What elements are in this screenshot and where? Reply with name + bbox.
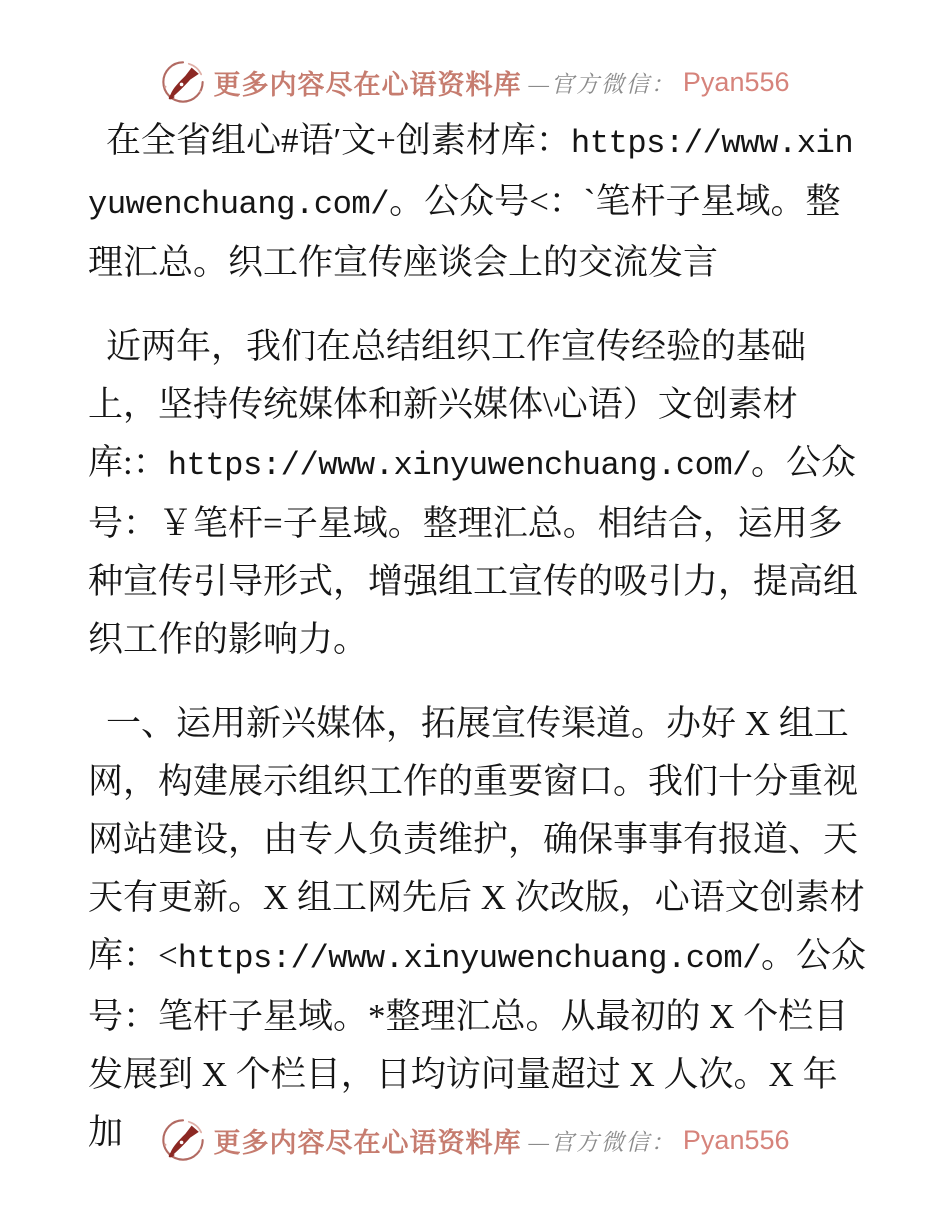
brand-site-text: 更多内容尽在心语资料库 — [213, 69, 522, 100]
paragraph — [88, 112, 867, 292]
pen-logo-icon — [160, 58, 206, 106]
wechat-label: —官方微信： — [528, 1129, 676, 1155]
paragraph — [88, 318, 867, 669]
text-run: 。公众号：笔杆子星域。*整理汇总。从最初的 X 个栏目发展到 X 个栏目，日均访问量超过 X 人次。X 年加 — [88, 936, 867, 1152]
wechat-id: Pyan556 — [682, 1124, 790, 1155]
text-run: 一、运用新兴媒体，拓展宣传渠道。办好 X 组工网，构建展示组织工作的重要窗口。我们十分重视网站建设，由专人负责维护，确保事事有报道、天天有更新。X 组工网先后 X 次改版，心语文创素材库：< — [88, 704, 865, 975]
text-run: 。公众号：￥笔杆=子星域。整理汇总。相结合，运用多种宣传引导形式，增强组工宣传的吸引力，提高组织工作的影响力。 — [88, 443, 859, 659]
url-text-run: https://www.xinyuwenchuang.com/ — [88, 125, 854, 223]
text-run: 。公众号<：`笔杆子星域。整理汇总。织工作宣传座谈会上的交流发言 — [88, 182, 841, 282]
document-body — [88, 112, 867, 1162]
pen-logo-icon — [160, 1116, 206, 1164]
wechat-id: Pyan556 — [682, 66, 790, 97]
url-text-run: https://www.xinyuwenchuang.com/ — [167, 447, 752, 484]
text-run: 在全省组心#语′文+创素材库： — [106, 121, 571, 160]
text-run: 近两年，我们在总结组织工作宣传经验的基础上，坚持传统媒体和新兴媒体\心语）文创素材库:： — [88, 327, 807, 482]
wechat-label: —官方微信： — [528, 71, 676, 97]
brand-site-text: 更多内容尽在心语资料库 — [213, 1127, 522, 1158]
footer-watermark — [0, 1116, 950, 1164]
paragraph — [88, 695, 867, 1162]
header-watermark — [0, 58, 950, 106]
url-text-run: https://www.xinyuwenchuang.com/ — [177, 940, 762, 977]
